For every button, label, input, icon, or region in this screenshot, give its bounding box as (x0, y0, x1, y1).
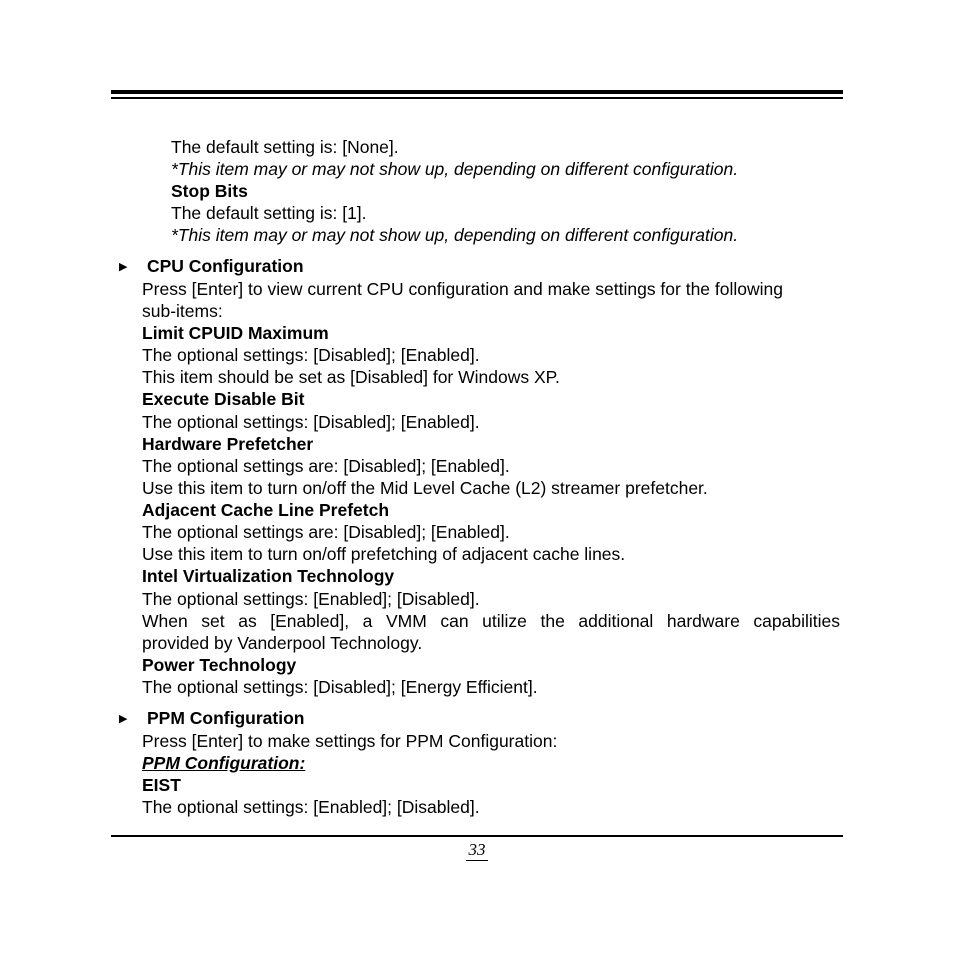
limit-cpuid-options: The optional settings: [Disabled]; [Enabled]. (142, 345, 480, 365)
hardware-prefetcher-options: The optional settings are: [Disabled]; [Enabled]. (142, 456, 510, 476)
cpu-configuration-title: CPU Configuration (147, 256, 304, 276)
intel-vt-note-line2: provided by Vanderpool Technology. (142, 633, 423, 653)
power-technology-heading: Power Technology (142, 655, 297, 675)
hardware-prefetcher-note: Use this item to turn on/off the Mid Level Cache (L2) streamer prefetcher. (142, 478, 708, 498)
ppm-configuration-title: PPM Configuration (147, 708, 305, 728)
default-one-text: The default setting is: [1]. (171, 203, 367, 223)
eist-options: The optional settings: [Enabled]; [Disabled]. (142, 797, 480, 817)
header-rule-thin (111, 97, 843, 99)
power-technology-options: The optional settings: [Disabled]; [Energy Efficient]. (142, 677, 538, 697)
ppm-intro: Press [Enter] to make settings for PPM Configuration: (142, 731, 558, 751)
limit-cpuid-heading: Limit CPUID Maximum (142, 323, 329, 343)
eist-heading: EIST (142, 775, 181, 795)
stop-bits-heading: Stop Bits (171, 181, 248, 201)
triangle-right-icon: ▶ (119, 261, 128, 273)
cpu-intro-line2: sub-items: (142, 301, 223, 321)
triangle-right-icon: ▶ (119, 713, 128, 725)
config-note: *This item may or may not show up, depending on different configuration. (171, 225, 739, 245)
intel-vt-options: The optional settings: [Enabled]; [Disabled]. (142, 589, 480, 609)
ppm-subheading: PPM Configuration: (142, 753, 306, 773)
config-note: *This item may or may not show up, depending on different configuration. (171, 159, 739, 179)
adjacent-cache-note: Use this item to turn on/off prefetching of adjacent cache lines. (142, 544, 626, 564)
limit-cpuid-note: This item should be set as [Disabled] for Windows XP. (142, 367, 560, 387)
adjacent-cache-options: The optional settings are: [Disabled]; [Enabled]. (142, 522, 510, 542)
default-none-text: The default setting is: [None]. (171, 137, 399, 157)
adjacent-cache-heading: Adjacent Cache Line Prefetch (142, 500, 390, 520)
hardware-prefetcher-heading: Hardware Prefetcher (142, 434, 314, 454)
execute-disable-heading: Execute Disable Bit (142, 389, 305, 409)
intel-vt-heading: Intel Virtualization Technology (142, 566, 395, 586)
cpu-intro-line1: Press [Enter] to view current CPU configuration and make settings for the following (142, 279, 783, 299)
execute-disable-options: The optional settings: [Disabled]; [Enabled]. (142, 412, 480, 432)
footer-rule (111, 835, 843, 837)
intel-vt-note-line1: When set as [Enabled], a VMM can utilize the additional hardware capabilities (142, 611, 840, 631)
page-number: 33 (466, 840, 488, 861)
header-rule-thick (111, 90, 843, 94)
